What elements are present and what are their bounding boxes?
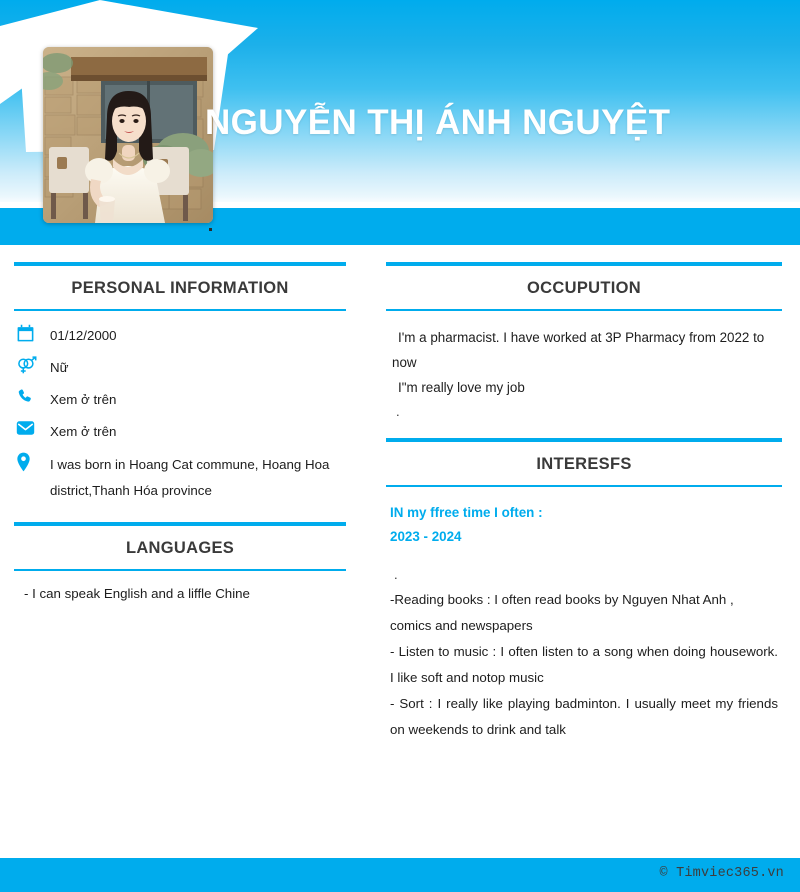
cv-header bbox=[0, 0, 800, 245]
interests-body bbox=[386, 487, 782, 745]
section-interests bbox=[386, 438, 782, 745]
email-value: Xem ở trên bbox=[50, 424, 117, 439]
left-column bbox=[14, 262, 346, 613]
header-dot-marker bbox=[209, 228, 212, 231]
occupation-dot-marker: . bbox=[396, 404, 400, 419]
page-title: NGUYỄN THỊ ÁNH NGUYỆT bbox=[205, 103, 671, 142]
section-title-occupation: OCCUPUTION bbox=[527, 279, 641, 297]
section-title-interests: INTERESFS bbox=[536, 455, 632, 473]
spacer bbox=[390, 549, 778, 563]
interests-item: - Listen to music : I often listen to a song when doing housework. I like soft and notop music bbox=[390, 644, 778, 685]
footer-copyright: © Timviec365.vn bbox=[659, 866, 784, 881]
occupation-body bbox=[386, 311, 782, 426]
portrait-illustration bbox=[43, 47, 213, 223]
section-languages bbox=[14, 522, 346, 609]
birthdate-value: 01/12/2000 bbox=[50, 328, 117, 343]
address-value: I was born in Hoang Cat commune, Hoang Hoa district,Thanh Hóa province bbox=[50, 457, 330, 498]
info-row-address bbox=[16, 451, 344, 504]
occupation-line: I"m really love my job bbox=[398, 380, 525, 395]
profile-photo bbox=[43, 47, 213, 223]
gender-icon bbox=[16, 355, 50, 376]
footer-bar bbox=[0, 858, 800, 892]
interests-period: 2023 - 2024 bbox=[390, 529, 462, 544]
email-icon bbox=[16, 419, 50, 436]
section-title-personal-information: PERSONAL INFORMATION bbox=[71, 279, 289, 297]
gender-value: Nữ bbox=[50, 360, 69, 375]
section-occupation bbox=[386, 262, 782, 426]
location-icon bbox=[16, 451, 50, 472]
phone-value: Xem ở trên bbox=[50, 392, 117, 407]
phone-icon bbox=[16, 387, 50, 405]
languages-body bbox=[14, 571, 346, 609]
interests-item: -Reading books : I often read books by Nguyen Nhat Anh , comics and newspapers bbox=[390, 592, 734, 633]
info-row-email bbox=[16, 419, 344, 443]
interests-highlight-line: IN my ffree time I often : bbox=[390, 505, 543, 520]
list-item: - I can speak English and a liffle Chine bbox=[24, 586, 250, 601]
section-personal-information bbox=[14, 262, 346, 516]
occupation-line: I'm a pharmacist. I have worked at 3P Pharmacy from 2022 to now bbox=[392, 330, 765, 370]
info-row-birthdate bbox=[16, 323, 344, 347]
personal-information-body bbox=[14, 311, 346, 516]
section-title-languages: LANGUAGES bbox=[125, 539, 235, 557]
languages-list bbox=[16, 583, 344, 605]
info-row-phone bbox=[16, 387, 344, 411]
interests-item: - Sort : I really like playing badminton. I usually meet my friends on weekends to drink and talk bbox=[390, 696, 778, 737]
interests-dot-marker: . bbox=[394, 567, 398, 582]
calendar-icon bbox=[16, 323, 50, 343]
info-row-gender bbox=[16, 355, 344, 379]
right-column bbox=[386, 262, 782, 749]
